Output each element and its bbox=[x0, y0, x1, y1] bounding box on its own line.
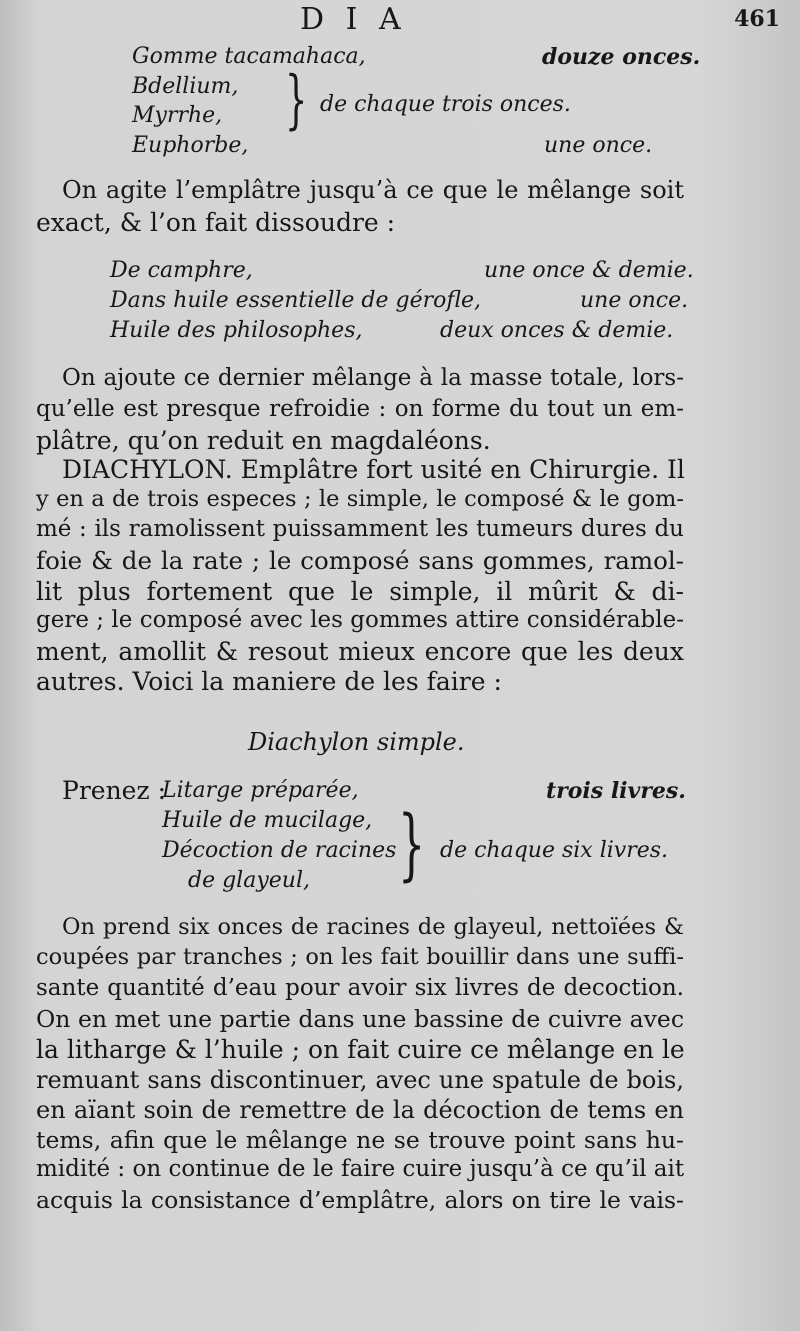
text-line: tems, afin que le mêlange ne se trouve point sans hu- bbox=[36, 1126, 684, 1154]
ingredient-qty: trois livres. bbox=[546, 778, 686, 804]
ingredient-qty: une once. bbox=[580, 288, 689, 313]
ingredient-name: Dans huile essentielle de gérofle, bbox=[110, 288, 482, 313]
page-number: 461 bbox=[734, 6, 780, 32]
text-line: On prend six onces de racines de glayeul, nettoïées & bbox=[62, 914, 684, 940]
ingredient-name: Bdellium, bbox=[132, 74, 239, 99]
ingredient-name: De camphre, bbox=[110, 258, 253, 283]
ingredient-name: Euphorbe, bbox=[132, 133, 249, 158]
ingredient-name: Huile de mucilage, bbox=[162, 808, 373, 833]
text-line: On ajoute ce dernier mêlange à la masse totale, lors- bbox=[62, 365, 684, 391]
text-line: qu’elle est presque refroidie : on forme du tout un em- bbox=[36, 396, 684, 422]
text-line: gere ; le composé avec les gommes attire considérable- bbox=[36, 607, 684, 633]
ingredient-qty: deux onces & demie. bbox=[440, 318, 674, 343]
text-line: y en a de trois especes ; le simple, le composé & le gom- bbox=[36, 486, 684, 512]
group-qty: de chaque trois onces. bbox=[320, 92, 571, 117]
ingredient-name: Huile des philosophes, bbox=[110, 318, 363, 343]
text-line: midité : on continue de le faire cuire jusqu’à ce qu’il ait bbox=[36, 1156, 685, 1182]
text-line: autres. Voici la maniere de les faire : bbox=[36, 667, 502, 696]
ingredient-name: Myrrhe, bbox=[132, 103, 223, 128]
ingredient-name: Gomme tacamahaca, bbox=[132, 44, 366, 69]
text-line: ment, amollit & resout mieux encore que les deux bbox=[36, 637, 684, 666]
brace: } bbox=[398, 800, 426, 890]
text-line: On en met une partie dans une bassine de cuivre avec bbox=[36, 1005, 684, 1033]
group-qty: de chaque six livres. bbox=[440, 838, 669, 863]
ingredient-name: Décoction de racines bbox=[162, 838, 397, 863]
text-line: mé : ils ramolissent puissamment les tumeurs dures du bbox=[36, 516, 684, 542]
ingredient-name: Litarge préparée, bbox=[162, 778, 359, 803]
text-line: On agite l’emplâtre jusqu’à ce que le mêlange soit bbox=[62, 176, 684, 204]
text-line: la litharge & l’huile ; on fait cuire ce mêlange en le bbox=[36, 1035, 685, 1064]
ingredient-qty: une once & demie. bbox=[484, 258, 694, 283]
text-line: coupées par tranches ; on les fait bouillir dans une suffi- bbox=[36, 944, 684, 970]
running-head: D I A bbox=[300, 2, 407, 37]
prenez-label: Prenez : bbox=[62, 776, 167, 805]
text-line: exact, & l’on fait dissoudre : bbox=[36, 208, 396, 237]
text-line: foie & de la rate ; le composé sans gommes, ramol- bbox=[36, 546, 684, 575]
text-line: acquis la consistance d’emplâtre, alors on tire le vais- bbox=[36, 1186, 684, 1214]
text-line: DIACHYLON. Emplâtre fort usité en Chirurgie. Il bbox=[62, 455, 685, 484]
brace: } bbox=[285, 63, 308, 137]
ingredient-qty: une once. bbox=[544, 133, 653, 158]
text-line: remuant sans discontinuer, avec une spatule de bois, bbox=[36, 1066, 684, 1094]
ingredient-qty: douze onces. bbox=[542, 44, 701, 70]
ingredient-name: de glayeul, bbox=[188, 868, 310, 893]
text-line: lit plus fortement que le simple, il mûrit & di- bbox=[36, 577, 684, 606]
text-line: plâtre, qu’on reduit en magdaléons. bbox=[36, 426, 491, 455]
section-subheading: Diachylon simple. bbox=[248, 728, 465, 756]
text-line: en aïant soin de remettre de la décoction de tems en bbox=[36, 1096, 684, 1124]
text-line: sante quantité d’eau pour avoir six livres de decoction. bbox=[36, 975, 684, 1001]
